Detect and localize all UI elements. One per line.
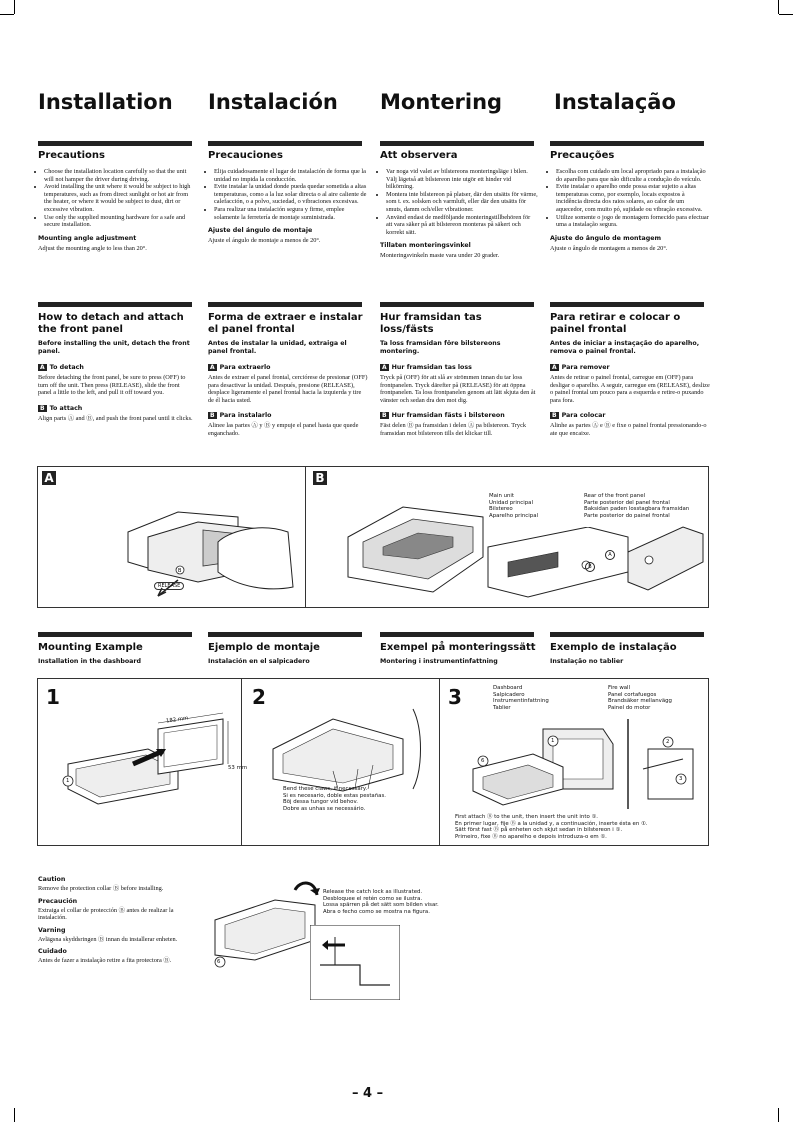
detach-illustration	[118, 492, 298, 602]
mark-3: 3	[679, 776, 683, 782]
mounting-pt	[550, 642, 710, 666]
label-line: Dobre as unhas se necessário.	[283, 805, 366, 812]
label-line: Parte posterior del panel frontal	[584, 499, 670, 506]
label-a-badge: A	[40, 364, 45, 371]
catch-lock-note	[323, 889, 463, 915]
figure-b-label: B	[313, 471, 327, 485]
section-heading: Precautions	[38, 150, 105, 161]
figure-divider	[241, 679, 242, 845]
subheading: Tillaten monteringsvinkel	[380, 242, 471, 250]
section-rule	[208, 302, 362, 307]
bullet: • Evite instalar o aparelho onde possa estar sujeito a altas temperaturas como, por exemplo, locais expostos à incidência directa dos raios solares, ao calor de um aquecedor, com muito pó, sujidade ou vibração excessiva.	[556, 183, 710, 213]
section-rule	[380, 141, 534, 146]
subheading: To detach	[49, 364, 84, 371]
label-line: Dashboard	[493, 685, 523, 691]
label-line: Panel cortafuegos	[608, 691, 657, 698]
figure-divider	[439, 679, 440, 845]
dimension-height: 53 mm	[228, 765, 248, 771]
bullet: • Avoid installing the unit where it would be subject to high temperatures, such as from direct sunlight or hot air from the heater, or where it would be subject to dust, dirt or excessive vibration.	[44, 183, 194, 213]
label-line: Brandsäker mellanvägg	[608, 698, 672, 705]
label-line: Lossa spärren på det sätt som bilden visar.	[323, 902, 439, 909]
subheading: Ajuste del ángulo de montaje	[208, 227, 313, 235]
bullet: • Använd endast de medföljande monteringstillbehören för att vara säker på att bilstereon monteras på säkert och korrekt sätt.	[386, 214, 538, 237]
bullet: • Para realizar una instalación segura y firme, emplee solamente la ferretería de montaje suministrada.	[214, 206, 368, 221]
mark-1: 1	[551, 738, 555, 744]
page-title-en: Installation	[38, 90, 173, 114]
label-line: Primeiro, fixe Ⓑ no aparelho e depois introduza-o em ①.	[455, 833, 607, 840]
label-line: First attach Ⓑ to the unit, then insert the unit into ①.	[455, 814, 599, 820]
section-rule	[38, 302, 192, 307]
section-rule	[208, 632, 362, 637]
section-rule	[38, 632, 192, 637]
dimension-width: 182 mm	[165, 715, 189, 725]
label-line: Main unit	[489, 493, 515, 499]
section-rule	[550, 632, 704, 637]
section-heading: Precauciones	[208, 150, 283, 161]
body-text: Fäst delen Ⓑ pa framsidan i delen Ⓐ pa bilstereon. Tryck framsidan mot bilstereon tills det klickar till.	[380, 422, 527, 437]
mounting-en	[38, 642, 198, 666]
section-heading: Exempel på monteringssätt	[380, 642, 536, 653]
section-rule	[208, 141, 362, 146]
crop-mark	[0, 14, 14, 15]
section-rule	[550, 141, 704, 146]
crop-mark	[14, 0, 15, 14]
release-button-label: RELEASE	[154, 582, 184, 590]
label-line: Desbloquee el retén como se ilustra.	[323, 895, 423, 902]
body-text: Alinee las partes Ⓐ y Ⓑ y empuje el panel hasta que quede enganchado.	[208, 422, 359, 437]
label-line: Salpicadero	[493, 691, 525, 698]
section-heading: Exemplo de instalação	[550, 642, 677, 653]
section-heading: Para retirar e colocar o painel frontal	[550, 312, 681, 335]
label-line: Böj dessa tungor vid behov.	[283, 799, 358, 806]
caution-text: Remove the protection collar Ⓑ before installing.	[38, 885, 164, 892]
label-b-badge: B	[382, 412, 387, 420]
label-line: Si es necesario, doble estas pestañas.	[283, 792, 386, 799]
subheading: Hur framsidan fästs i bilstereon	[391, 412, 505, 420]
section-rule	[550, 302, 704, 307]
attach-illustration-rear-panel	[623, 522, 708, 597]
body-text: Monteringsvinkeln maste vara under 20 grader.	[380, 252, 500, 260]
caution-title: Cuidado	[38, 948, 67, 956]
label-b-badge: B	[40, 404, 45, 412]
caution-title: Varning	[38, 926, 66, 934]
label-line: En primer lugar, fije Ⓑ a la unidad y, a continuación, inserte ésta en ①.	[455, 820, 648, 827]
step2-claw-note	[283, 786, 433, 812]
label-a-badge: A	[382, 364, 387, 371]
step-number-1: 1	[46, 685, 60, 709]
body-text: Ajuste el ángulo de montaje a menos de 20°.	[208, 237, 321, 245]
section-rule	[380, 302, 534, 307]
page-title-sv: Montering	[380, 90, 503, 114]
step3-illustration	[453, 719, 703, 809]
body-text: Align parts Ⓐ and Ⓑ, and push the front panel until it clicks.	[38, 414, 193, 422]
section-heading: Precauções	[550, 150, 615, 161]
section-rule	[38, 141, 192, 146]
precautions-sv	[380, 150, 538, 260]
intro-text: Antes de instalar la unidad, extraiga el panel frontal.	[208, 340, 347, 355]
crop-mark	[778, 1108, 779, 1122]
body-text: Antes de retirar o painel frontal, carregue em (OFF) para desligar o aparelho. A seguir, carregue em (RELEASE), deslize o painel frontal um pouco para a esquerda e retire-o puxando para fora.	[550, 374, 710, 404]
label-line: Sätt först fast Ⓑ på enheten och skjut sedan in bilstereon i ①.	[455, 827, 623, 834]
intro-text: Installation in the dashboard	[38, 658, 142, 665]
section-heading: Forma de extraer e instalar el panel frontal	[208, 312, 363, 335]
bullet: • Montera inte bilstereon på platser, där den utsätts för värme, som t. ex. solsken och varmluft, eller där den utsätts för smuts, damm och/eller vibrationer.	[386, 191, 538, 214]
mark-b-circle: B	[585, 562, 595, 572]
intro-text: Instalação no tablier	[550, 658, 624, 665]
crop-mark	[778, 0, 779, 14]
detach-pt	[550, 312, 710, 438]
mark-2: 2	[666, 739, 670, 745]
body-text: Before detaching the front panel, be sure to press (OFF) to turn off the unit. Then press (RELEASE), slide the front panel a little to the left, and pull it off toward you.	[38, 374, 186, 397]
mark-6: 6	[481, 758, 485, 764]
catch-lock-detail	[310, 925, 400, 1000]
mark-1: 1	[66, 778, 70, 784]
subheading: Para instalarlo	[219, 412, 272, 420]
mark-6: 6	[217, 959, 221, 965]
caution-title: Caution	[38, 876, 66, 883]
label-line: Bilstereo	[489, 506, 513, 513]
label-line: Tablier	[493, 704, 511, 711]
main-unit-labels	[489, 493, 538, 519]
mounting-sv	[380, 642, 540, 666]
mark-a-circle: A	[605, 550, 615, 560]
intro-text: Before installing the unit, detach the front panel.	[38, 340, 190, 355]
step-number-2: 2	[252, 685, 266, 709]
step-number-3: 3	[448, 685, 462, 709]
caution-text: Avlägsna skyddsringen Ⓑ innan du installerar enheten.	[38, 935, 178, 943]
subheading: To attach	[49, 404, 83, 412]
body-text: Tryck på (OFF) för att slå av strömmen innan du tar loss frontpanelen. Tryck därefter på (RELEASE) för att öppna frontpanelen. Ta loss frontpanelen genom att lätt skjuta den åt vänster och sedan dra den mot dig.	[380, 374, 536, 404]
figure-detach-attach	[37, 466, 709, 608]
caution-text: Extraiga el collar de protección Ⓑ antes de realizar la instalación.	[38, 906, 174, 922]
subheading: Para remover	[561, 364, 610, 371]
bullet: • Evite instalar la unidad donde pueda quedar sometida a altas temperaturas, como a la luz solar directa o al aire caliente de calefacción, o a polvo, suciedad, o vibraciones excesivas.	[214, 183, 368, 206]
subheading: Para colocar	[561, 412, 606, 420]
page-title-pt: Instalação	[554, 90, 676, 114]
section-heading: Att observera	[380, 150, 458, 161]
rear-panel-labels	[584, 493, 704, 519]
intro-text: Instalación en el salpicadero	[208, 658, 310, 665]
label-line: Aparelho principal	[489, 512, 538, 519]
label-line: Parte posterior do painel frontal	[584, 512, 670, 519]
caution-block	[38, 876, 198, 965]
section-rule	[380, 632, 534, 637]
subheading: Hur framsidan tas loss	[391, 364, 472, 371]
mark-b-text: B	[178, 568, 182, 574]
body-text: Antes de extraer el panel frontal, cerciórese de presionar (OFF) para desactivar la unidad. Después, presione (RELEASE), desplace ligeramente el panel frontal hacia la izquierda y tire de él hacia usted.	[208, 374, 368, 404]
bullet: • Elija cuidadosamente el lugar de instalación de forma que la unidad no impida la conducción.	[214, 168, 368, 183]
precautions-pt	[550, 150, 710, 252]
bullet: • Var noga vid valet av bilstereons monteringsläge i bilen. Välj lägetså att bilstereon inte utgör ett hinder vid bilkörning.	[386, 168, 538, 191]
caution-text: Antes de fazer a instalação retire a fita protectora Ⓑ.	[38, 957, 172, 965]
detach-sv	[380, 312, 538, 438]
detach-es	[208, 312, 368, 438]
label-b-badge: B	[210, 412, 215, 420]
subheading: Mounting angle adjustment	[38, 234, 137, 242]
intro-text: Antes de iniciar a instaçação do aparelho, remova o painel frontal.	[550, 340, 700, 355]
bullet: • Escolha com cuidado um local apropriado para a instalação do aparelho para que não dificulte a condução do veículo.	[556, 168, 710, 183]
precautions-en	[38, 150, 194, 252]
intro-text: Montering i instrumentinfattning	[380, 658, 498, 665]
body-text: Adjust the mounting angle to less than 20°.	[38, 244, 147, 252]
page-title-es: Instalación	[208, 90, 338, 114]
attach-illustration-main-unit	[478, 527, 638, 607]
bullet: • Choose the installation location carefully so that the unit will not hamper the driver during driving.	[44, 168, 194, 183]
label-line: Abra o fecho como se mostra na figura.	[323, 908, 430, 915]
bullet: • Utilize somente o jogo de montagem fornecido para efectuar uma a instalação segura.	[556, 214, 710, 229]
label-line: Instrumentinfattning	[493, 698, 549, 705]
section-heading: Ejemplo de montaje	[208, 642, 320, 653]
section-heading: Mounting Example	[38, 642, 143, 653]
bullet: • Use only the supplied mounting hardware for a safe and secure installation.	[44, 214, 194, 229]
detach-en	[38, 312, 194, 422]
attach-illustration-unit	[343, 497, 493, 597]
step2-illustration	[263, 699, 433, 794]
label-line: Release the catch lock as illustrated.	[323, 889, 423, 895]
dashboard-labels	[493, 685, 549, 711]
section-heading: Hur framsidan tas loss/fästs	[380, 312, 482, 335]
label-line: Painel do motor	[608, 704, 651, 711]
step1-illustration	[58, 709, 238, 829]
figure-mounting	[37, 678, 709, 846]
subheading: Para extraerlo	[219, 364, 271, 371]
caution-title: Precaución	[38, 897, 78, 905]
page-number: – 4 –	[352, 1086, 384, 1101]
figure-a-label: A	[42, 471, 56, 485]
label-line: Fire wall	[608, 685, 631, 691]
body-text: Ajuste o ângulo de montagem a menos de 20°.	[550, 244, 668, 252]
intro-text: Ta loss framsidan före bilstereons montering.	[380, 340, 501, 355]
figure-divider	[305, 467, 306, 607]
label-b-badge: B	[552, 412, 557, 420]
step3-attach-note	[455, 814, 705, 840]
crop-mark	[14, 1108, 15, 1122]
mounting-es	[208, 642, 368, 666]
label-line: Bend these claws, if necessary.	[283, 786, 368, 792]
label-line: Rear of the front panel	[584, 493, 646, 499]
body-text: Alinhe as partes Ⓐ e Ⓑ e fixe o painel frontal pressionando-o ate que encaixe.	[550, 422, 707, 437]
firewall-labels	[608, 685, 672, 711]
crop-mark	[779, 14, 793, 15]
subheading: Ajuste do ângulo de montagem	[550, 234, 662, 242]
precautions-es	[208, 150, 368, 245]
label-a-badge: A	[552, 364, 557, 371]
label-line: Unidad principal	[489, 499, 533, 506]
label-line: Baksidan paden losstagbara framsidan	[584, 506, 690, 513]
label-a-badge: A	[210, 364, 215, 371]
section-heading: How to detach and attach the front panel	[38, 312, 184, 335]
